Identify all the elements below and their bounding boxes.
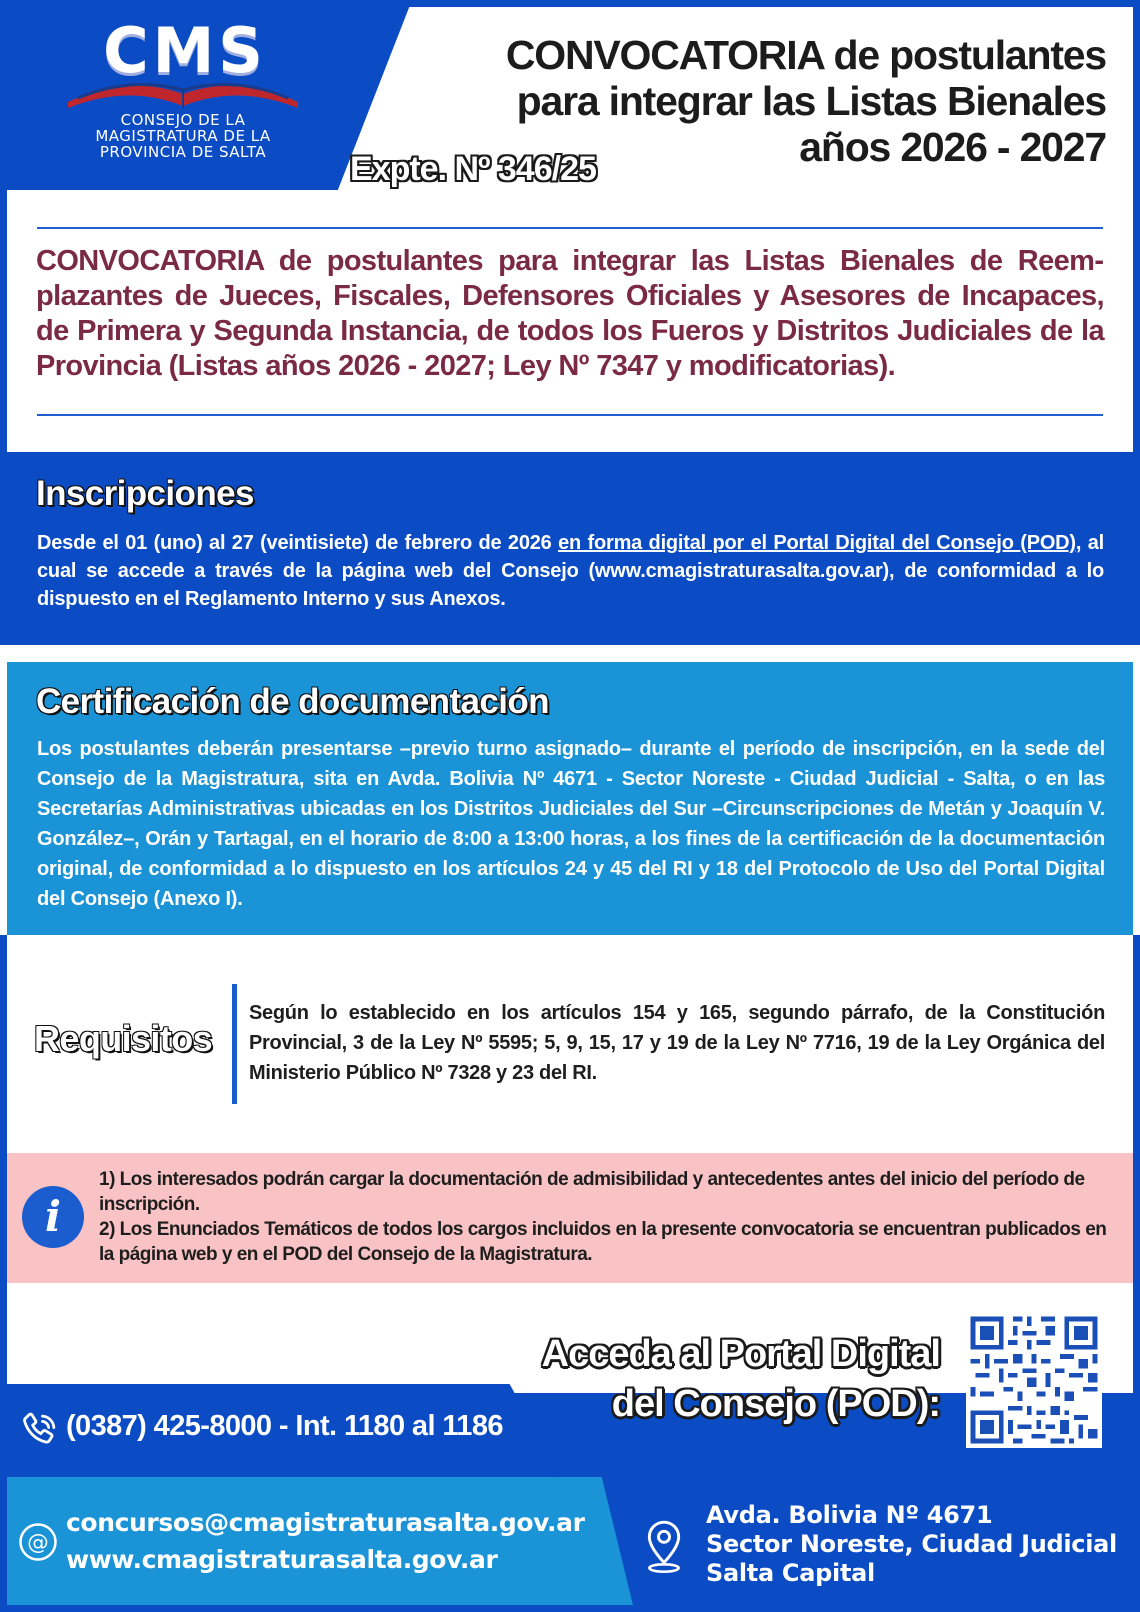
requisitos-divider bbox=[232, 984, 237, 1104]
phone-icon bbox=[18, 1410, 60, 1452]
logo-caption bbox=[48, 112, 318, 160]
inscripciones-title: Inscripciones bbox=[36, 474, 254, 513]
logo-caption-line: PROVINCIA DE SALTA bbox=[99, 143, 267, 161]
info-box bbox=[7, 1153, 1133, 1283]
divider bbox=[37, 414, 1103, 416]
info-item: 1) Los interesados podrán cargar la documentación de admisibilidad y antecedentes antes del inicio del período de inscripción. bbox=[99, 1169, 1085, 1215]
certificacion-wrapper bbox=[0, 645, 1140, 935]
open-book-icon bbox=[58, 64, 308, 114]
title-line: CONVOCATORIA de postulantes bbox=[505, 32, 1106, 78]
info-list bbox=[99, 1167, 1109, 1267]
portal-line: del Consejo (POD): bbox=[611, 1383, 940, 1425]
at-sign-icon bbox=[18, 1522, 58, 1562]
info-item: 2) Los Enunciados Temáticos de todos los cargos incluidos en la presente convocatoria se encuentran publicados en la página web y en el POD del Consejo de la Magistratura. bbox=[99, 1219, 1107, 1265]
address-line: Avda. Bolivia Nº 4671 bbox=[706, 1501, 993, 1529]
info-icon: i bbox=[22, 1186, 84, 1248]
address-line: Sector Noreste, Ciudad Judicial bbox=[706, 1530, 1117, 1558]
pod-link[interactable]: en forma digital por el Portal Digital del Consejo (POD) bbox=[558, 532, 1076, 554]
logo-wordmark: CMS bbox=[103, 14, 267, 87]
logo-caption-line: CONSEJO DE LA bbox=[120, 111, 246, 129]
expediente-number: Expte. Nº 346/25 bbox=[350, 150, 596, 188]
inscripciones-text bbox=[37, 529, 1104, 613]
portal-callout bbox=[520, 1329, 940, 1429]
contact-bar bbox=[7, 1477, 633, 1605]
requisitos-text: Según lo establecido en los artículos 154 y 165, segundo párrafo, de la Constitución Provincial, 3 de la Ley Nº 5595; 5, 9, 15, 17 y 19 de la Ley Nº 7716, 19 de la Ley Orgánica del Ministerio Público Nº 7328 y 23 del RI. bbox=[249, 1002, 1105, 1084]
certificacion-title: Certificación de documentación bbox=[36, 682, 549, 721]
certificacion-text: Los postulantes deberán presentarse –previo turno asignado– durante el período de inscripción, en la sede del Consejo de la Magistratura, sita en Avda. Bolivia Nº 4671 - Sector Noreste - Ciudad Judicial - Salta, o en las Secretarías Administrativas ubicadas en los Distritos Judiciales del Sur –Circunscripciones de Metán y Joaquín V. González–, Orán y Tartagal, en el horario de 8:00 a 13:00 horas, a los fines de la certificación de la documentación original, de conformidad a lo dispuesto en los artículos 24 y 45 del RI y 18 del Protocolo de Uso del Portal Digital del Consejo (Anexo I). bbox=[37, 738, 1105, 910]
intro-section bbox=[7, 190, 1133, 452]
intro-text: CONVOCATORIA de postulantes para integrar las Listas Bienales de Reemplazantes de Jueces, Fiscales, Defensores Oficiales y Asesores de Incapaces, de Primera y Segunda Instancia, de todos los Fueros y Distritos Judiciales de la Provincia (Listas años 2026 - 2027; Ley Nº 7347 y modificatorias). bbox=[36, 245, 1104, 382]
divider bbox=[37, 227, 1103, 229]
address bbox=[706, 1501, 1117, 1588]
requisitos-title: Requisitos bbox=[34, 1018, 213, 1059]
inscripciones-section bbox=[0, 452, 1140, 645]
phone-number[interactable]: (0387) 425-8000 - Int. 1180 al 1186 bbox=[66, 1410, 503, 1442]
certificacion-section bbox=[7, 662, 1133, 935]
svg-text:@: @ bbox=[27, 1530, 49, 1556]
address-line: Salta Capital bbox=[706, 1559, 875, 1587]
logo-caption-line: MAGISTRATURA DE LA bbox=[95, 127, 271, 145]
email-link[interactable]: concursos@cmagistraturasalta.gov.ar bbox=[66, 1508, 585, 1537]
inscripciones-text-end: , al cual se accede a través de la página web del Consejo (www.cmagistraturasalta.gov.ar), de conformidad a lo dispuesto en el Reglamento Interno y sus Anexos. bbox=[37, 532, 1105, 610]
title-line: años 2026 - 2027 bbox=[799, 124, 1106, 170]
title-line: para integrar las Listas Bienales bbox=[516, 78, 1106, 124]
location-pin-icon bbox=[642, 1518, 686, 1574]
portal-line: Acceda al Portal Digital bbox=[541, 1333, 940, 1375]
requisitos-section bbox=[7, 935, 1133, 1153]
inscripciones-text-start: Desde el 01 (uno) al 27 (veintisiete) de febrero de 2026 bbox=[37, 532, 559, 554]
website-link[interactable]: www.cmagistraturasalta.gov.ar bbox=[66, 1545, 498, 1574]
qr-code-icon[interactable] bbox=[966, 1312, 1102, 1448]
